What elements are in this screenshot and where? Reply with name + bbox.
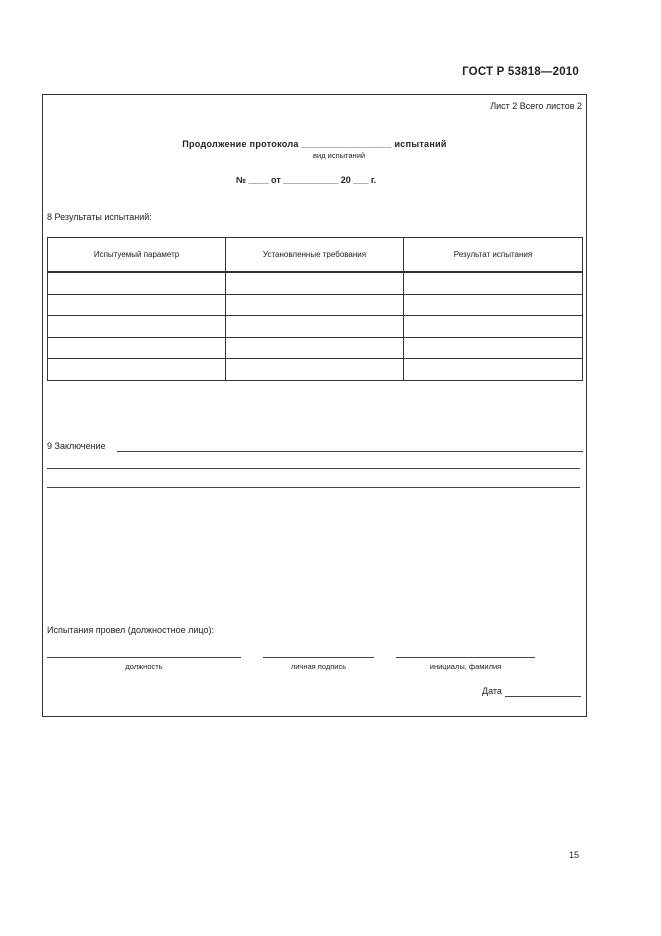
column-header-result: Результат испытания	[404, 238, 583, 273]
name-line[interactable]	[396, 657, 535, 658]
table-cell[interactable]	[48, 337, 226, 359]
table-row	[48, 294, 583, 316]
table-cell[interactable]	[48, 294, 226, 316]
table-cell[interactable]	[226, 272, 404, 294]
date-line[interactable]	[505, 696, 581, 697]
column-header-requirements: Установленные требования	[226, 238, 404, 273]
table-row	[48, 337, 583, 359]
table-cell[interactable]	[404, 272, 583, 294]
table-header-row	[48, 238, 583, 273]
conclusion-line-1[interactable]	[117, 451, 583, 452]
section-9-label: 9 Заключение	[47, 441, 106, 451]
table-row	[48, 316, 583, 338]
page-number: 15	[568, 850, 579, 860]
position-caption: должность	[125, 662, 163, 671]
table-row	[48, 359, 583, 381]
signature-line[interactable]	[263, 657, 374, 658]
table-cell[interactable]	[404, 316, 583, 338]
table-cell[interactable]	[48, 359, 226, 381]
standard-id: ГОСТ Р 53818—2010	[462, 66, 579, 78]
table-cell[interactable]	[48, 316, 226, 338]
conclusion-line-3[interactable]	[47, 487, 580, 488]
table-cell[interactable]	[404, 337, 583, 359]
protocol-number-line: № ____ от ___________ 20 ___ г.	[236, 175, 377, 185]
table-cell[interactable]	[48, 272, 226, 294]
table-cell[interactable]	[226, 316, 404, 338]
table-cell[interactable]	[404, 294, 583, 316]
position-line[interactable]	[47, 657, 241, 658]
protocol-title: Продолжение протокола _________________ испытаний	[182, 139, 447, 149]
name-caption: инициалы, фамилия	[429, 662, 502, 671]
column-header-parameter: Испытуемый параметр	[48, 238, 226, 273]
table-cell[interactable]	[226, 294, 404, 316]
section-8-label: 8 Результаты испытаний:	[47, 212, 152, 222]
sheet-info: Лист 2 Всего листов 2	[490, 101, 582, 111]
table-cell[interactable]	[404, 359, 583, 381]
table-cell[interactable]	[226, 337, 404, 359]
tested-by-label: Испытания провел (должностное лицо):	[47, 625, 214, 635]
table-row	[48, 272, 583, 294]
table-cell[interactable]	[226, 359, 404, 381]
protocol-title-subtitle: вид испытаний	[313, 151, 366, 160]
protocol-frame	[42, 94, 587, 717]
conclusion-line-2[interactable]	[47, 468, 580, 469]
results-table	[47, 237, 583, 381]
date-label: Дата	[482, 686, 502, 696]
signature-caption: личная подпись	[290, 662, 347, 671]
